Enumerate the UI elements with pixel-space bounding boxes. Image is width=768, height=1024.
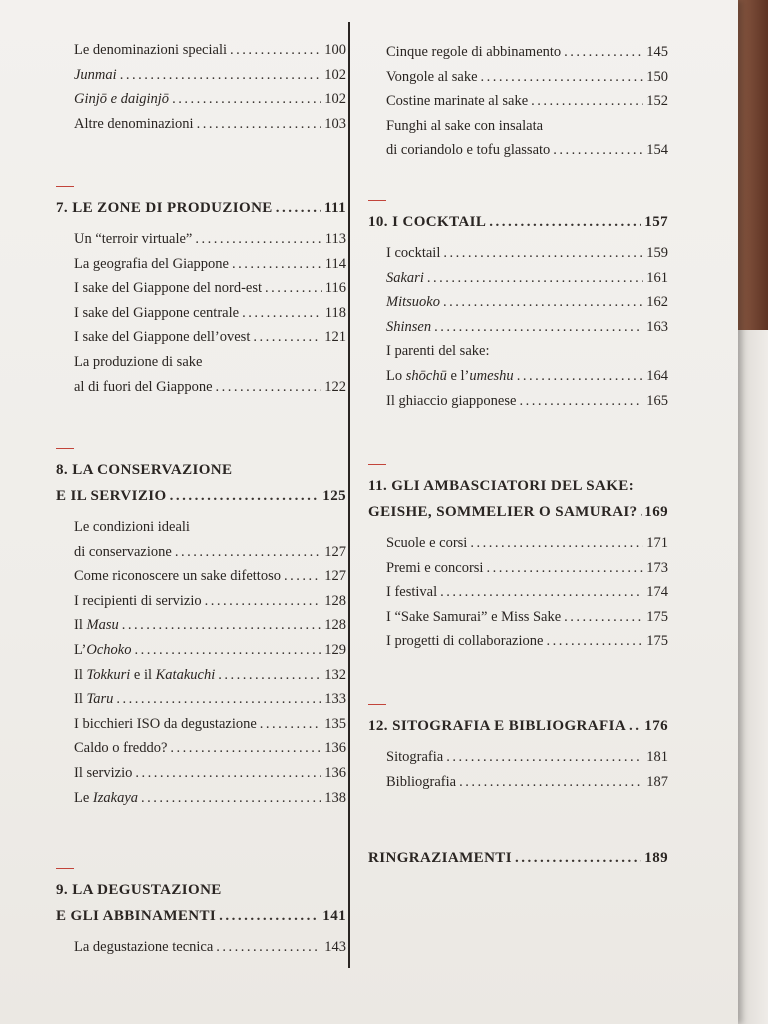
toc-section-ch12 — [368, 704, 668, 794]
leader-dots — [134, 638, 321, 663]
entry-list — [386, 745, 668, 794]
entry-label-text: Le denominazioni speciali — [74, 42, 228, 58]
chapter-accent-mark — [56, 448, 74, 449]
toc-entry[interactable] — [74, 252, 346, 277]
leader-dots — [519, 389, 643, 414]
leader-dots — [489, 211, 641, 233]
chapter-page-number: 125 — [322, 488, 346, 504]
toc-entry[interactable] — [74, 87, 346, 112]
entry-label — [386, 65, 478, 90]
chapter-title-line[interactable] — [56, 485, 346, 511]
leader-dots — [531, 89, 643, 114]
entry-label-italic: Ochoko — [86, 641, 132, 658]
entry-label — [74, 350, 202, 375]
entry-label-text: Come riconoscere un sake difettoso — [74, 568, 281, 585]
entry-label-text: I bicchieri ISO da degustazione — [74, 715, 257, 732]
entry-label-text: I recipienti di servizio — [74, 592, 202, 609]
toc-entry[interactable] — [74, 112, 346, 137]
entry-label-text: Scuole e corsi — [386, 535, 468, 551]
entry-label-text: Il — [74, 617, 87, 634]
toc-entry[interactable] — [74, 301, 346, 326]
toc-entry[interactable] — [386, 40, 668, 65]
toc-entry[interactable] — [74, 325, 346, 350]
toc-entry[interactable] — [386, 65, 668, 90]
chapter-title: E IL SERVIZIO — [56, 488, 167, 504]
leader-dots — [116, 687, 321, 712]
chapter-page-number: 111 — [323, 200, 346, 216]
toc-entry[interactable] — [74, 786, 346, 811]
entry-page-number: 181 — [646, 749, 668, 765]
entry-label-italic: Izakaya — [92, 789, 139, 806]
entry-page-number: 164 — [646, 367, 668, 384]
chapter-page-number: 189 — [644, 850, 668, 866]
entry-label-text: I sake del Giappone del nord-est — [74, 280, 263, 297]
entry-page-number: 118 — [324, 304, 346, 321]
entry-label — [74, 276, 262, 301]
column-divider — [348, 22, 350, 968]
toc-entry[interactable] — [386, 605, 668, 630]
entry-page-number: 162 — [646, 294, 668, 311]
entry-label — [386, 745, 443, 770]
entry-label — [74, 687, 113, 712]
entry-label — [386, 339, 489, 364]
toc-entry[interactable] — [386, 364, 668, 389]
entry-list — [74, 227, 346, 399]
entry-label — [386, 89, 528, 114]
entry-label-text: I sake del Giappone dell’ovest — [74, 329, 251, 346]
toc-entry[interactable] — [386, 266, 668, 291]
chapter-title-line[interactable] — [56, 197, 346, 223]
entry-label — [74, 613, 119, 638]
chapter-title: 11. GLI AMBASCIATORI DEL SAKE: — [368, 478, 635, 494]
chapter-title-line[interactable] — [368, 211, 668, 237]
entry-label-italic: Masu — [86, 617, 119, 634]
entry-label-text: Sitografia — [386, 749, 444, 765]
toc-section-ch8 — [56, 448, 346, 810]
entry-list — [386, 241, 668, 413]
chapter-title: 12. SITOGRAFIA E BIBLIOGRAFIA — [368, 718, 627, 734]
entry-page-number: 138 — [324, 789, 346, 806]
entry-label-text: I sake del Giappone centrale — [74, 304, 240, 321]
toc-entry[interactable] — [74, 761, 346, 786]
toc-entry[interactable] — [74, 540, 346, 565]
toc-entry[interactable] — [386, 389, 668, 414]
leader-dots — [434, 315, 643, 340]
chapter-title-line[interactable] — [56, 905, 346, 931]
entry-label — [74, 515, 190, 540]
entry-label — [74, 935, 213, 960]
entry-label-text: Le — [74, 789, 93, 806]
toc-entry[interactable] — [74, 736, 346, 761]
entry-label-text: Bibliografia — [386, 773, 457, 790]
entry-label-text: L’ — [74, 641, 87, 658]
leader-dots — [122, 613, 322, 638]
toc-section-ch10 — [368, 200, 668, 413]
entry-label-text: al di fuori del Giappone — [74, 378, 213, 395]
toc-section-intro — [56, 34, 346, 136]
entry-page-number: 127 — [324, 568, 346, 585]
toc-entry[interactable] — [74, 38, 346, 63]
toc-entry[interactable] — [386, 89, 668, 114]
entry-label-text: Altre denominazioni — [74, 115, 194, 132]
entry-label-text: Le condizioni ideali — [74, 519, 190, 535]
toc-entry[interactable] — [386, 114, 668, 139]
entry-label — [386, 266, 424, 291]
chapter-accent-mark — [368, 200, 386, 201]
leader-dots — [170, 736, 321, 761]
leader-dots — [517, 364, 644, 389]
leader-dots — [232, 252, 322, 277]
entry-page-number: 114 — [324, 255, 346, 272]
entry-page-number: 127 — [324, 543, 346, 560]
entry-label — [386, 605, 561, 630]
entry-page-number: 163 — [646, 318, 668, 335]
entry-label — [386, 40, 561, 65]
entry-page-number: 173 — [646, 559, 668, 576]
leader-dots — [486, 556, 643, 581]
entry-label — [386, 290, 440, 315]
toc-entry[interactable] — [386, 531, 668, 556]
leader-dots — [641, 501, 642, 523]
leader-dots — [284, 564, 321, 589]
leader-dots — [427, 266, 643, 291]
entry-label-text: Il servizio — [74, 764, 133, 781]
entry-page-number: 122 — [324, 378, 346, 395]
chapter-title-line[interactable] — [368, 847, 668, 873]
chapter-page-number: 169 — [644, 504, 668, 520]
chapter-title-line[interactable] — [368, 715, 668, 741]
entry-label — [386, 580, 437, 605]
entry-label — [74, 112, 194, 137]
entry-label-text: e il — [130, 666, 156, 683]
entry-page-number: 102 — [324, 91, 346, 108]
leader-dots — [216, 375, 322, 400]
leader-dots — [219, 905, 319, 927]
entry-page-number: 100 — [324, 42, 346, 58]
toc-entry[interactable] — [74, 63, 346, 88]
leader-dots — [459, 770, 643, 795]
entry-label-text: Un “terroir virtuale” — [74, 231, 193, 247]
entry-page-number: 102 — [324, 66, 346, 83]
entry-label — [74, 301, 239, 326]
entry-label-text: I festival — [386, 584, 438, 601]
leader-dots — [170, 485, 320, 507]
entry-label — [74, 736, 167, 761]
toc-entry[interactable] — [386, 770, 668, 795]
entry-label — [74, 375, 213, 400]
chapter-page-number: 141 — [322, 908, 346, 924]
leader-dots — [242, 301, 322, 326]
entry-label-text: La produzione di sake — [74, 353, 203, 370]
entry-page-number: 132 — [324, 666, 346, 683]
toc-entry[interactable] — [74, 350, 346, 375]
entry-page-number: 154 — [646, 142, 668, 159]
toc-entry[interactable] — [74, 935, 346, 960]
entry-page-number: 150 — [646, 68, 668, 85]
toc-entry[interactable] — [386, 339, 668, 364]
entry-label — [74, 87, 169, 112]
leader-dots — [265, 276, 322, 301]
leader-dots — [564, 40, 643, 65]
leader-dots — [205, 589, 322, 614]
chapter-accent-mark — [368, 464, 386, 465]
toc-entry[interactable] — [74, 712, 346, 737]
leader-dots — [553, 138, 643, 163]
toc-section-ch7 — [56, 186, 346, 399]
leader-dots — [470, 531, 643, 556]
entry-label-italic: umeshu — [469, 367, 514, 384]
entry-label-text: Caldo o freddo? — [74, 740, 168, 757]
entry-label-italic: shōchū — [405, 367, 447, 384]
entry-page-number: 133 — [324, 691, 346, 708]
chapter-accent-mark — [368, 704, 386, 705]
entry-label-italic: Junmai — [74, 66, 117, 83]
entry-label-text: e l’ — [446, 367, 470, 384]
leader-dots — [446, 745, 643, 770]
chapter-title: RINGRAZIAMENTI — [368, 850, 512, 866]
leader-dots — [443, 290, 643, 315]
leader-dots — [481, 65, 644, 90]
entry-page-number: 171 — [646, 535, 668, 551]
entry-list — [74, 515, 346, 810]
entry-page-number: 116 — [324, 280, 346, 297]
entry-label-text: Vongole al sake — [386, 68, 478, 85]
chapter-title: 9. LA DEGUSTAZIONE — [56, 882, 222, 898]
entry-label-text: I cocktail — [386, 245, 441, 261]
entry-page-number: 175 — [646, 633, 668, 650]
toc-entry[interactable] — [74, 227, 346, 252]
entry-label-italic: Mitsuoko — [386, 294, 440, 311]
entry-label — [386, 315, 431, 340]
entry-label-italic: Taru — [86, 691, 114, 708]
chapter-title: 10. I COCKTAIL — [368, 214, 487, 230]
entry-label-text: I progetti di collaborazione — [386, 633, 544, 650]
entry-page-number: 175 — [646, 608, 668, 625]
toc-entry[interactable] — [386, 629, 668, 654]
entry-page-number: 129 — [324, 641, 346, 658]
leader-dots — [218, 663, 321, 688]
entry-label — [74, 325, 250, 350]
entry-label-text: di coriandolo e tofu glassato — [386, 142, 551, 159]
leader-dots — [197, 112, 322, 137]
entry-label-text: I parenti del sake: — [386, 343, 490, 360]
toc-section-ack — [368, 836, 668, 877]
chapter-title: GEISHE, SOMMELIER O SAMURAI? — [368, 504, 638, 520]
toc-entry[interactable] — [386, 138, 668, 163]
entry-page-number: 136 — [324, 764, 346, 781]
leader-dots — [216, 935, 321, 960]
chapter-page-number: 176 — [644, 718, 668, 734]
entry-page-number: 103 — [324, 115, 346, 132]
entry-label-text: di conservazione — [74, 543, 172, 560]
chapter-title-line[interactable] — [56, 459, 346, 485]
entry-label — [386, 389, 516, 414]
leader-dots — [564, 605, 643, 630]
entry-label-text: Lo — [386, 367, 406, 384]
leader-dots — [195, 227, 321, 252]
entry-label — [74, 589, 202, 614]
entry-label-text: Premi e concorsi — [386, 559, 484, 576]
leader-dots — [260, 712, 321, 737]
toc-entry[interactable] — [74, 564, 346, 589]
entry-page-number: 143 — [324, 939, 346, 955]
entry-label-italic: Sakari — [386, 269, 424, 286]
toc-entry[interactable] — [74, 589, 346, 614]
entry-page-number: 136 — [324, 740, 346, 757]
entry-label — [74, 540, 172, 565]
entry-label-text: Il — [74, 691, 87, 708]
entry-label — [386, 629, 543, 654]
leader-dots — [253, 325, 321, 350]
entry-list — [74, 38, 346, 136]
toc-entry[interactable] — [386, 745, 668, 770]
toc-section-ch9 — [56, 868, 346, 960]
entry-label — [386, 556, 483, 581]
entry-page-number: 165 — [646, 392, 668, 409]
entry-label-text: La geografia del Giappone — [74, 255, 229, 272]
entry-label-text: Costine marinate al sake — [386, 93, 529, 110]
entry-label-italic: Tokkuri — [86, 666, 131, 683]
chapter-title: 8. LA CONSERVAZIONE — [56, 462, 233, 478]
chapter-title-line[interactable] — [56, 879, 346, 905]
leader-dots — [443, 241, 643, 266]
leader-dots — [276, 197, 321, 219]
entry-list — [386, 531, 668, 654]
entry-label — [386, 114, 543, 139]
entry-list — [74, 935, 346, 960]
entry-page-number: 152 — [646, 93, 668, 110]
toc-entry[interactable] — [74, 687, 346, 712]
chapter-title: E GLI ABBINAMENTI — [56, 908, 217, 924]
toc-entry[interactable] — [386, 580, 668, 605]
toc-entry[interactable] — [386, 556, 668, 581]
entry-label-italic: Ginjō e daiginjō — [74, 91, 170, 108]
entry-label — [386, 364, 514, 389]
leader-dots — [175, 540, 321, 565]
entry-label — [386, 770, 456, 795]
toc-entry[interactable] — [386, 290, 668, 315]
chapter-title-line[interactable] — [368, 501, 668, 527]
toc-section-cont9 — [368, 36, 668, 163]
entry-label — [386, 531, 467, 556]
entry-page-number: 135 — [324, 715, 346, 732]
entry-label-text: Il ghiaccio giapponese — [386, 392, 517, 409]
toc-section-ch11 — [368, 464, 668, 654]
toc-entry[interactable] — [74, 375, 346, 400]
leader-dots — [440, 580, 643, 605]
toc-entry[interactable] — [74, 276, 346, 301]
leader-dots — [135, 761, 321, 786]
entry-label — [74, 63, 117, 88]
entry-label — [386, 241, 440, 266]
entry-label — [74, 638, 131, 663]
entry-label-text: La degustazione tecnica — [74, 939, 214, 955]
entry-page-number: 145 — [646, 44, 668, 60]
chapter-accent-mark — [56, 868, 74, 869]
leader-dots — [230, 38, 321, 63]
entry-page-number: 113 — [324, 231, 346, 247]
entry-label — [386, 138, 550, 163]
leader-dots — [120, 63, 322, 88]
chapter-accent-mark — [56, 186, 74, 187]
toc-entry[interactable] — [74, 515, 346, 540]
entry-label — [74, 712, 257, 737]
chapter-title: 7. LE ZONE DI PRODUZIONE — [56, 200, 273, 216]
entry-label — [74, 663, 215, 688]
entry-label-italic: Shinsen — [386, 318, 432, 335]
entry-page-number: 128 — [324, 592, 346, 609]
entry-page-number: 174 — [646, 584, 668, 601]
entry-list — [386, 40, 668, 163]
entry-page-number: 159 — [646, 245, 668, 261]
entry-label-text: Cinque regole di abbinamento — [386, 44, 562, 60]
chapter-page-number: 157 — [644, 214, 668, 230]
toc-entry[interactable] — [74, 613, 346, 638]
entry-label-text: Il — [74, 666, 87, 683]
entry-label — [74, 786, 138, 811]
toc-entry[interactable] — [74, 638, 346, 663]
entry-page-number: 187 — [646, 773, 668, 790]
entry-page-number: 161 — [646, 269, 668, 286]
entry-label-text: I “Sake Samurai” e Miss Sake — [386, 608, 562, 625]
toc-entry[interactable] — [386, 241, 668, 266]
chapter-title-line[interactable] — [368, 475, 668, 501]
leader-dots — [546, 629, 643, 654]
leader-dots — [515, 847, 641, 869]
entry-label-italic: Katakuchi — [155, 666, 216, 683]
toc-entry[interactable] — [386, 315, 668, 340]
entry-page-number: 121 — [324, 329, 346, 346]
leader-dots — [141, 786, 321, 811]
entry-label — [74, 38, 227, 63]
entry-label — [74, 252, 229, 277]
entry-label — [74, 227, 192, 252]
entry-label-text: Funghi al sake con insalata — [386, 117, 544, 134]
leader-dots — [629, 715, 641, 737]
entry-page-number: 128 — [324, 617, 346, 634]
entry-label — [74, 761, 132, 786]
entry-label — [74, 564, 281, 589]
leader-dots — [172, 87, 321, 112]
toc-entry[interactable] — [74, 663, 346, 688]
